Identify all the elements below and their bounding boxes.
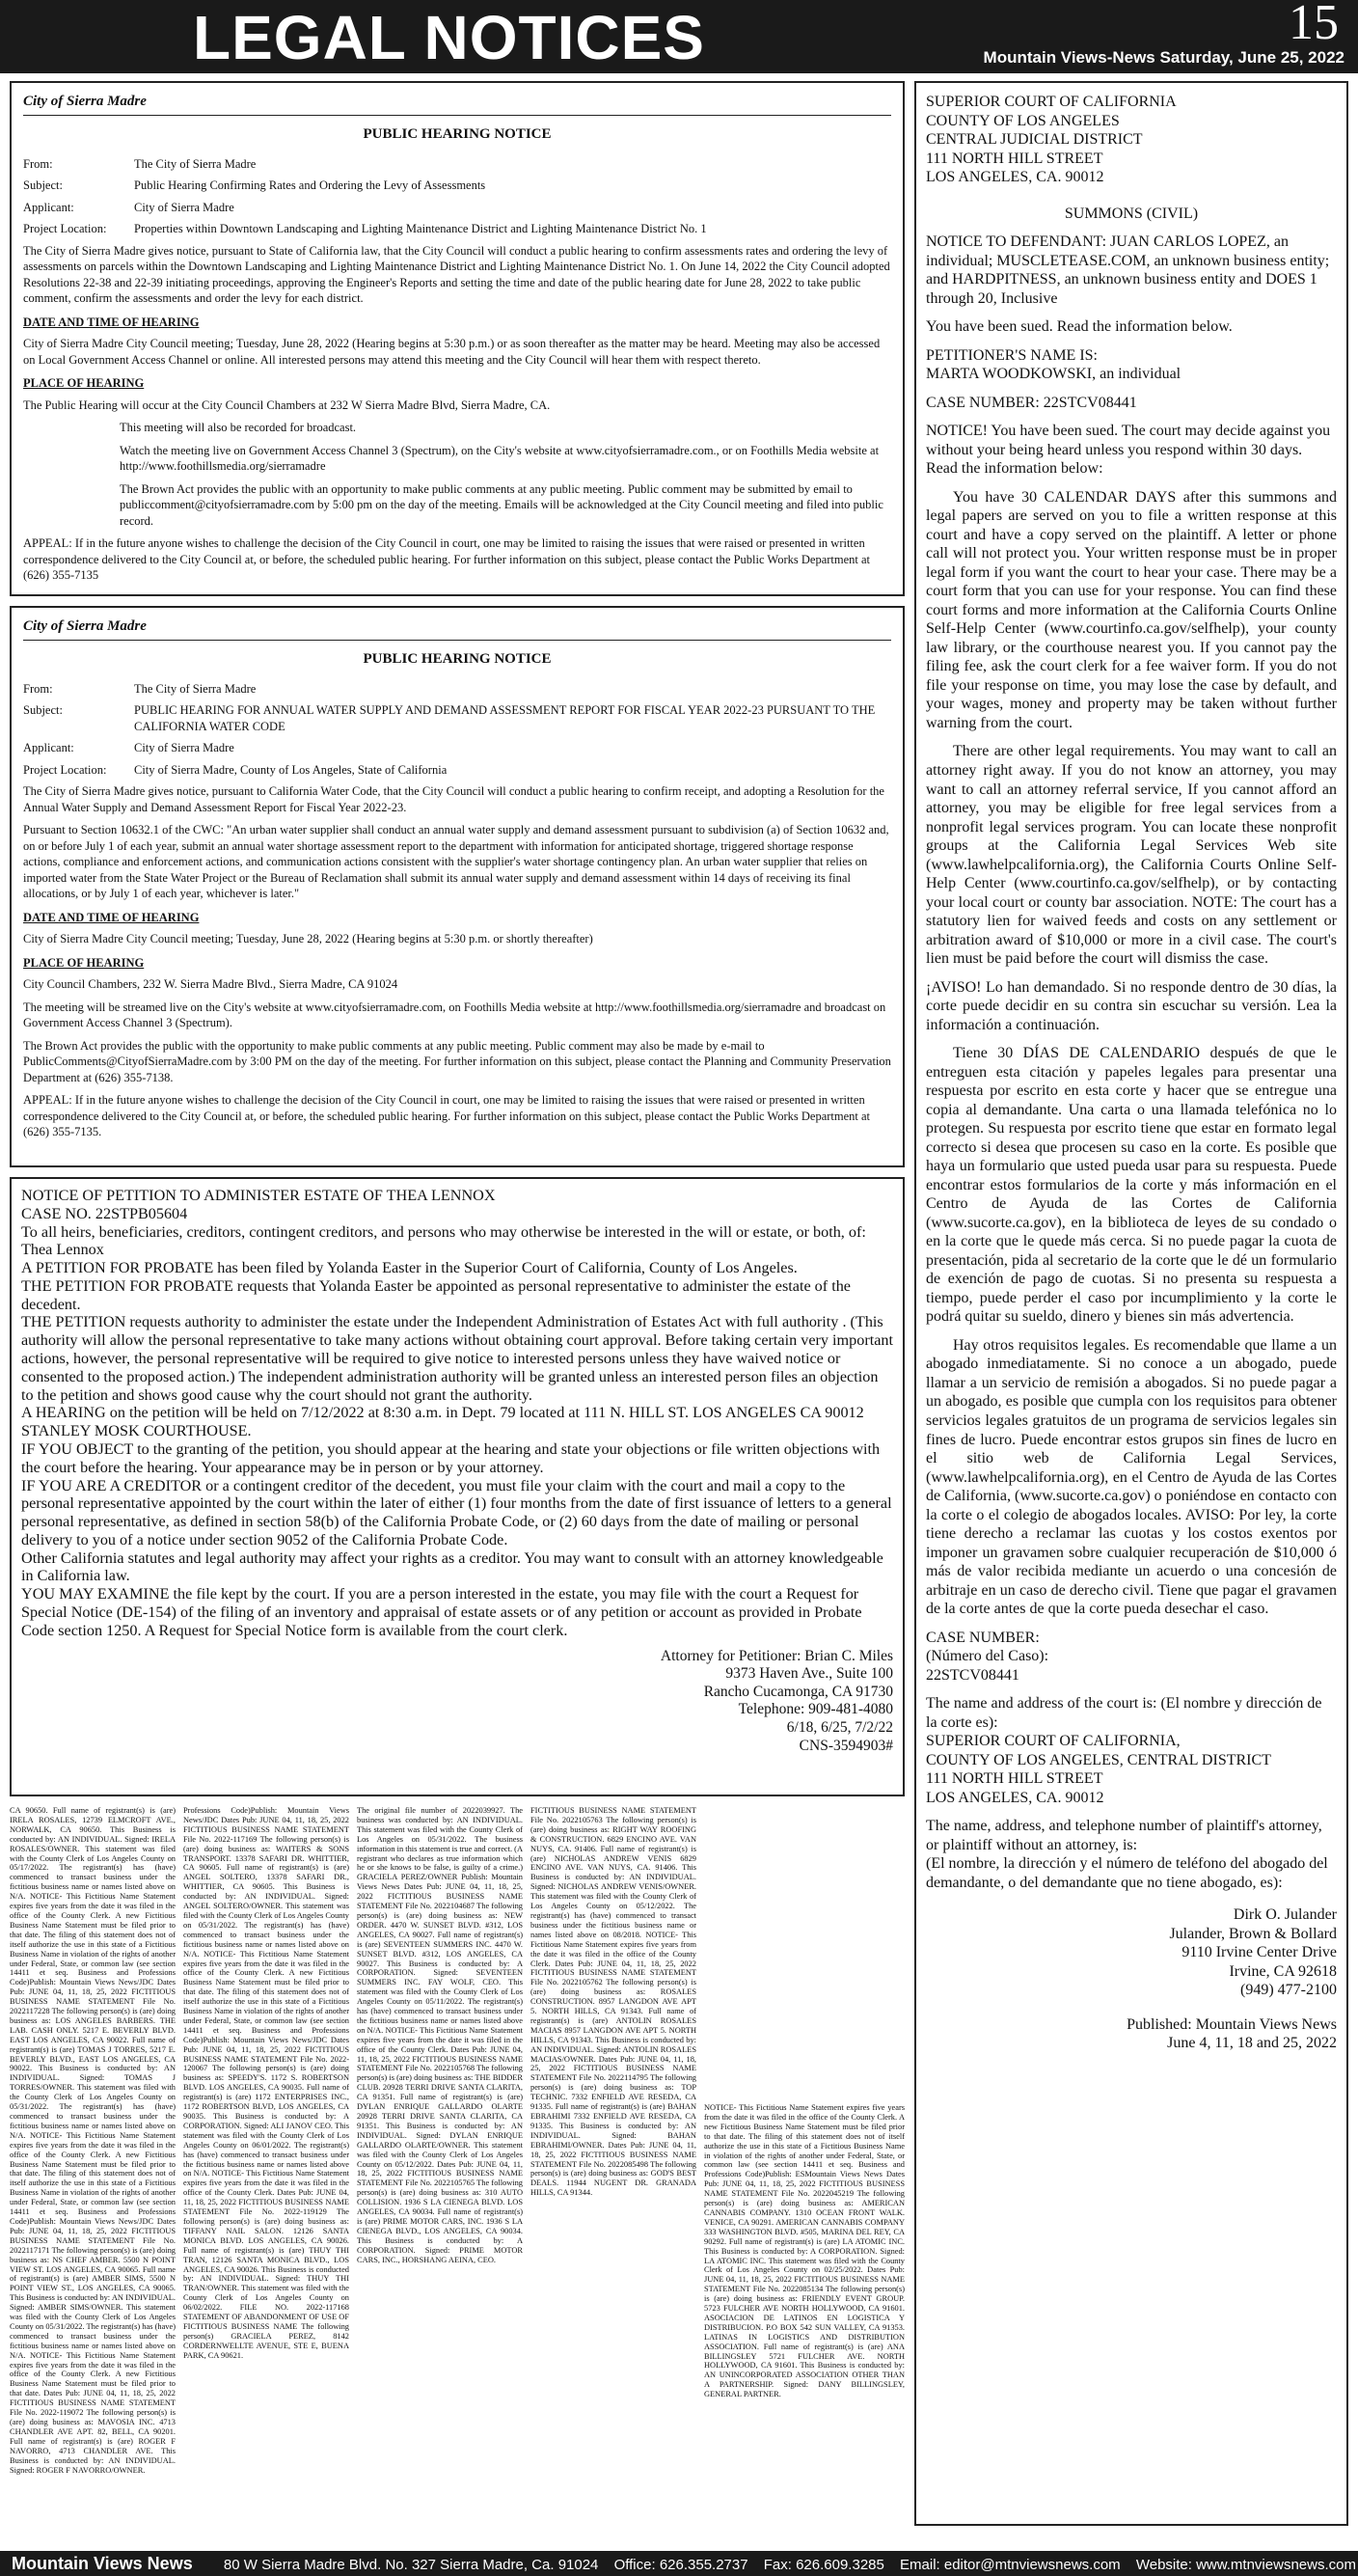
place-text: City Council Chambers, 232 W. Sierra Madre Blvd., Sierra Madre, CA 91024	[23, 977, 398, 992]
notice-body-2: Pursuant to Section 10632.1 of the CWC: "An urban water supplier shall conduct an annual water supply and demand assessment pursuant to subdivision (a) of Section 10632 and, on or before July 1 of each year, submit an annual water shortage assessment report to the department with information for anticipated shortage, triggered shortage response actions, compliance and enforcement actions, and communication actions consistent with the supplier's water shortage contingency plan. An urban water supplier that relies on imported water from the State Water Project or the Bureau of Reclamation shall submit its annual water supply and demand assessment within 14 days of receiving its final allocations, or by July 1 of each year, whichever is later."	[23, 823, 889, 901]
fbn-column: CA 90650. Full name of registrant(s) is (are) IRELA ROSALES, 12739 ELMCROFT AVE., NORWALK, CA 90650. This Business is conducted by: AN INDIVIDUAL. Signed: IRELA ROSALES/OWNER. This statement was filed with the County Clerk of Los Angeles County on 05/17/2022. The registrant(s) has (have) commenced to transact business under the fictitious business name or names listed above on N/A. NOTICE- This Fictitious Name Statement expires five years from the date it was filed in the office of the County Clerk. A new Fictitious Business Name Statement must be filed prior to that date. The filing of this statement does not of itself authorize the use in this state of a Fictitious Business Name in violation of the rights of another under Federal, State, or common law (see section 14411 et seq. Business and Professions Code)Publish: Mountain Views News/JDC Dates Pub: JUNE 04, 11, 18, 25, 2022 FICTITIOUS BUSINESS NAME STATEMENT File No. 2022117228 The following person(s) is (are) doing business as: LOS ANGELES BARBERS. THE LAB. CASH ONLY. 5217 E. BEVERLY BLVD. EAST LOS ANGELES, CA 90022. Full name of registrant(s) is (are) TOMAS J TORRES, 5217 E. BEVERLY BLVD., EAST LOS ANGELES, CA 90022. This Business is conducted by: AN INDIVIDUAL. Signed: TOMAS J TORRES/OWNER. This statement was filed with the County Clerk of Los Angeles County on 05/31/2022. The registrant(s) has (have) commenced to transact business under the fictitious business name or names listed above on N/A. NOTICE- This Fictitious Name Statement expires five years from the date it was filed in the office of the County Clerk. A new Fictitious Business Name Statement must be filed prior to that date. The filing of this statement does not of itself authorize the use in this state of a Fictitious Business Name in violation of the rights of another under Federal, State, or common law (see section 14411 et seq. Business and Professions Code)Publish: Mountain Views News/JDC Dates Pub: JUNE 04, 11, 18, 25, 2022 FICTITIOUS BUSINESS NAME STATEMENT File No. 2022117171 The following person(s) is (are) doing business as: NS CHEF AMBER. 5500 N POINT VIEW ST. LOS ANGELES, CA 90065. Full name of registrant(s) is (are) AMBER SIMS, 5500 N POINT VIEW ST., LOS ANGELES, CA 90065. This Business is conducted by: AN INDIVIDUAL. Signed: AMBER SIMS/OWNER. This statement was filed with the County Clerk of Los Angeles County on 05/31/2022. The registrant(s) has (have) commenced to transact business under the fictitious business name or names listed above on N/A. NOTICE- This Fictitious Name Statement expires five years from the date it was filed in the office of the County Clerk. A new Fictitious Business Name Statement must be filed prior to that date. Dates Pub: JUNE 04, 11, 18, 25, 2022 FICTITIOUS BUSINESS NAME STATEMENT File No. 2022-119072 The following person(s) is (are) doing business as: MAVOSIA INC. 4713 CHANDLER AVE APT. 82, BELL, CA 90201. Full name of registrant(s) is (are) ROGER F NAVORRO, 4713 CHANDLER AVE. This Business is conducted by: AN INDIVIDUAL. Signed: ROGER F NAVORRO/OWNER.	[10, 1806, 176, 2475]
footer-email[interactable]: Email: editor@mtnviewsnews.com	[900, 2557, 1121, 2573]
field-row: Project Location: City of Sierra Madre, County of Los Angeles, State of California	[23, 762, 448, 777]
date-text: City of Sierra Madre City Council meeting; Tuesday, June 28, 2022 (Hearing begins at 5:30 p.m.) or as soon thereafter as the matter may be heard. Meeting may also be accessed on Local Government Access Channel or online. All interested persons may attend this meeting and the City Council will hear them with respect thereto.	[23, 337, 881, 367]
sued-text: You have been sued. Read the information below.	[926, 318, 1233, 336]
date-heading: DATE AND TIME OF HEARING	[23, 315, 200, 329]
fbn-column: The original file number of 2022039927. The business was conducted by: AN INDIVIDUAL. This statement was filed with the County Clerk of Los Angeles on 05/31/2022. The business information in this statement is true and correct. (A registrant who declares as true information which he or she knows to be false, is guilty of a crime.) GRACIELA PEREZ/OWNER Publish: Mountain Views News Dates Pub: JUNE 04, 11, 18, 25, 2022 FICTITIOUS BUSINESS NAME STATEMENT File No. 2022104687 The following person(s) is (are) doing business as: NEW ORDER. 4470 W. SUNSET BLVD. #312, LOS ANGELES, CA 90027. Full name of registrant(s) is (are) SEVENTEEN SUMMERS INC. 4470 W. SUNSET BLVD. #312, LOS ANGELES, CA 90027. This Business is conducted by: A CORPORATION. Signed: SEVENTEEN SUMMERS INC. FAY WOLF, CEO. This statement was filed with the County Clerk of Los Angeles County on 05/11/2022. The registrant(s) has (have) commenced to transact business under the fictitious business name or names listed above on N/A. NOTICE- This Fictitious Name Statement expires five years from the date it was filed in the office of the County Clerk. Dates Pub: JUNE 04, 11, 18, 25, 2022 FICTITIOUS BUSINESS NAME STATEMENT File No. 2022105768 The following person(s) is (are) doing business as: THE BIDDER CLUB. 20928 TERRI DRIVE SANTA CLARITA, CA 91351. Full name of registrant(s) is (are) DYLAN ENRIQUE GALLARDO OLARTE 20928 TERRI DRIVE SANTA CLARITA, CA 91351. This Business is conducted by: AN INDIVIDUAL. Signed: DYLAN ENRIQUE GALLARDO OLARTE/OWNER. This statement was filed with the County Clerk of Los Angeles County on 05/12/2022. Dates Pub: JUNE 04, 11, 18, 25, 2022 FICTITIOUS BUSINESS NAME STATEMENT File No. 2022105765 The following person(s) is (are) doing business as: 310 AUTO COLLISION. 1936 S LA CIENEGA BLVD. LOS ANGELES, CA 90034. Full name of registrant(s) is (are) PRIME MOTOR CARS, INC. 1936 S LA CIENEGA BLVD., LOS ANGELES, CA 90034. This Business is conducted by: A CORPORATION. Signed: PRIME MOTOR CARS, INC., HORSHANG AEINA, CEO.	[357, 1806, 523, 2264]
notice-text: NOTICE! You have been sued. The court may decide against you without your being heard unless you respond within 30 days. Read the information below:	[926, 423, 1331, 478]
court-name-address: The name and address of the court is: (El nombre y dirección de la corte es): SUPERIOR COURT OF CALIFORNIA, COUNTY OF LOS ANGELES, CENTRAL DISTRICT 111 NORTH HILL STREET LOS ANGELES, CA. 90012	[926, 1695, 1322, 1806]
date-heading: DATE AND TIME OF HEARING	[23, 910, 200, 924]
probate-paragraph: YOU MAY EXAMINE the file kept by the court. If you are a person interested in the estate, you may file with the court a Request for Special Notice (DE-154) of the filing of an inventory and appraisal of estate assets or of any petition or account as provided in Probate Code section 1250. A Request for Special Notice form is available from the court clerk.	[21, 1585, 862, 1639]
probate-case: CASE NO. 22STPB05604	[21, 1204, 188, 1222]
page-number: 15	[1289, 0, 1339, 50]
summons-paragraph-es: Hay otros requisitos legales. Es recomendable que llame a un abogado inmediatamente. Si no conoce a un abogado, puede llamar a un servicio de remisión a abogados. Si no puede pagar a un abogado, es posible que cumpla con los requisitos para obtener servicios legales gratuitos de un programa de servicios legales sin fines de lucro. Puede encontrar estos grupos sin fines de lucro en el sitio web de California Legal Services, (www.lawhelpcalifornia.org), en el Centro de Ayuda de las Cortes de California, (www.sucorte.ca.gov) o poniéndose en contacto con la corte o el colegio de abogados locales. AVISO: Por ley, la corte tiene derecho a reclamar las cuotas y los costos exentos por imponer un gravamen sobre cualquier recuperación de $10,000 ó más de valor recibida mediante un acuerdo o una concesión de arbitraje en un caso de derecho civil. Tiene que pagar el gravamen de la corte antes de que la corte pueda desechar el caso.	[926, 1336, 1337, 1618]
page-footer	[0, 2551, 1358, 2576]
place-text: The Public Hearing will occur at the City Council Chambers at 232 W Sierra Madre Blvd, Sierra Madre, CA.	[23, 397, 551, 412]
probate-paragraph: THE PETITION requests authority to administer the estate under the Independent Administration of Estates Act with full authority . (This authority will allow the personal representative to take many actions without obtaining court approval. Before taking certain very important actions, however, the personal representative will be required to give notice to interested persons unless they have waived notice or consented to the proposed action.) The independent administration authority will be granted unless an interested person files an objection to the petition and shows good cause why the court should not grant the authority.	[21, 1313, 893, 1404]
attorney-signature: Attorney for Petitioner: Brian C. Miles 9373 Haven Ave., Suite 100 Rancho Cucamonga, CA 91730 Telephone: 909-481-4080 6/18, 6/25, 7/2/22 CNS-3594903#	[660, 1647, 893, 1754]
fbn-column: NOTICE- This Fictitious Name Statement expires five years from the date it was filed in the office of the County Clerk. A new Fictitious Business Name Statement must be filed prior to that date. The filing of this statement does not of itself authorize the use in this state of a Fictitious Business Name in violation of the rights of another under Federal, State, or common law (see section 14411 et seq. Business and Professions Code)Publish: ESMountain Views News Dates Pub: JUNE 04, 11, 18, 25, 2022 FICTITIOUS BUSINESS NAME STATEMENT File No. 2022045219 The following person(s) is (are) doing business as: AMERICAN CANNABIS COMPANY. 1310 OCEAN FRONT WALK. VENICE, CA 90291. AMERICAN CANNABIS COMPANY 333 WASHINGTON BLVD. #505, MARINA DEL REY, CA 90292. Full name of registrant(s) is (are) LA ATOMIC INC. This Business is conducted by: A CORPORATION. Signed: LA ATOMIC INC. This statement was filed with the County Clerk of Los Angeles County on 02/25/2022. Dates Pub: JUNE 04, 11, 18, 25, 2022 FICTITIOUS BUSINESS NAME STATEMENT File No. 2022085134 The following person(s) is (are) doing business as: FRIENDLY EVENT GROUP. 5723 FULCHER AVE NORTH HOLLYWOOD, CA 91601. ASOCIACION DE LATINOS EN LOGISTICA Y DISTRIBUCION. P.O BOX 542 SUN VALLEY, CA 91353. LATINAS IN LOGISTICS AND DISTRIBUTION ASSOCIATION. Full name of registrant(s) is (are) ANA BILLINGSLEY 5721 FULCHER AVE. NORTH HOLLYWOOD, CA 91601. This Business is conducted by: AN UNINCORPORATED ASSOCIATION OTHER THAN A PARTNERSHIP. Signed: DANY BILLINGSLEY, GENERAL PARTNER.	[704, 2103, 905, 2399]
field-row: Project Location: Properties within Downtown Landscaping and Lighting Maintenance District and Lighting Maintenance District No. 1	[23, 222, 707, 236]
notice-heading: PUBLIC HEARING NOTICE	[363, 650, 552, 667]
public-hearing-notice-water	[10, 606, 905, 1167]
footer-paper-name: Mountain Views News	[12, 2554, 193, 2573]
probate-paragraph: IF YOU ARE A CREDITOR or a contingent creditor of the decedent, you must file your claim with the court and mail a copy to the personal representative appointed by the court within the later of either (1) four months from the date of first issuance of letters to a general personal representative, as defined in section 58(b) of the California Probate Code, or (2) 60 days from the date of mailing or personal delivery to you of a notice under section 9052 of the California Probate Code.	[21, 1476, 892, 1548]
public-hearing-notice-assessments	[10, 81, 905, 596]
notice-heading: PUBLIC HEARING NOTICE	[363, 125, 552, 142]
court-address: SUPERIOR COURT OF CALIFORNIA COUNTY OF LOS ANGELES CENTRAL JUDICIAL DISTRICT 111 NORTH HILL STREET LOS ANGELES, CA. 90012	[926, 94, 1177, 186]
field-row: Applicant: City of Sierra Madre	[23, 741, 234, 755]
field-row: From: The City of Sierra Madre	[23, 156, 257, 171]
summons-notice	[914, 81, 1348, 2526]
place-heading: PLACE OF HEARING	[23, 955, 145, 970]
case-number: CASE NUMBER: 22STCV08441	[926, 394, 1137, 411]
published-note: Published: Mountain Views News June 4, 11, 18 and 25, 2022	[1127, 2015, 1337, 2052]
probate-paragraph: THE PETITION FOR PROBATE requests that Yolanda Easter be appointed as personal representative to administer the estate of the decedent.	[21, 1276, 851, 1313]
footer-website[interactable]: Website: www.mtnviewsnews.com	[1135, 2557, 1356, 2573]
probate-paragraph: To all heirs, beneficiaries, creditors, contingent creditors, and persons who may otherwise be interested in the will or estate, or both, of: Thea Lennox	[21, 1222, 866, 1259]
fbn-column: Professions Code)Publish: Mountain Views News/JDC Dates Pub: JUNE 04, 11, 18, 25, 2022 FICTITIOUS BUSINESS NAME STATEMENT File No. 2022-117169 The following person(s) is (are) doing business as: WAITERS & SONS TRANSPORT. 13378 SAFARI DR. WHITTIER, CA 90605. Full name of registrant(s) is (are) ANGEL SOLTERO, 13378 SAFARI DR., WHITTIER, CA 90605. This Business is conducted by: AN INDIVIDUAL. Signed: ANGEL SOLTERO/OWNER. This statement was filed with the County Clerk of Los Angeles County on 05/31/2022. The registrant(s) has (have) commenced to transact business under the fictitious business name or names listed above on N/A. NOTICE- This Fictitious Name Statement expires five years from the date it was filed in the office of the County Clerk. A new Fictitious Business Name Statement must be filed prior to that date. The filing of this statement does not of itself authorize the use in this state of a Fictitious Business Name in violation of the rights of another under Federal, State, or common law (see section 14411 et seq. Business and Professions Code)Publish: Mountain Views News/JDC Dates Pub: JUNE 04, 11, 18, 25, 2022 FICTITIOUS BUSINESS NAME STATEMENT File No. 2022-120067 The following person(s) is (are) doing business as: SPEEDY'S. 1172 S. ROBERTSON BLVD. LOS ANGELES, CA 90035. Full name of registrant(s) is (are) 1172 ENTERPRISES INC., 1172 ROBERTSON BLVD, LOS ANGELES, CA 90035. This Business is conducted by: A CORPORATION. Signed: ALI JANOV CEO. This statement was filed with the County Clerk of Los Angeles County on 06/01/2022. The registrant(s) has (have) commenced to transact business under the fictitious business name or names listed above on N/A. NOTICE- This Fictitious Name Statement expires five years from the date it was filed in the office of the County Clerk. Dates Pub: JUNE 04, 11, 18, 25, 2022 FICTITIOUS BUSINESS NAME STATEMENT File No. 2022-119129 The following person(s) is (are) doing business as: TIFFANY NAIL SALON. 12126 SANTA MONICA BLVD. LOS ANGELES, CA 90026. Full name of registrant(s) is (are) THUY THI TRAN, 12126 SANTA MONICA BLVD., LOS ANGELES, CA 90026. This Business is conducted by: AN INDIVIDUAL. Signed: THUY THI TRAN/OWNER. This statement was filed with the County Clerk of Los Angeles County on 06/02/2022. FILE NO. 2022-117168 STATEMENT OF ABANDONMENT OF USE OF FICTITIOUS BUSINESS NAME The following person(s) GRACIELA PEREZ, 8142 CORDERNWELLTE AVENUE, STE E, BUENA PARK, CA 90621.	[183, 1806, 349, 2360]
city-name: City of Sierra Madre	[23, 93, 891, 116]
fbn-column: FICTITIOUS BUSINESS NAME STATEMENT File No. 2022105763 The following person(s) is (are) doing business as: RIGHT WAY ROOFING & CONSTRUCTION. 6829 ENCINO AVE. VAN NUYS, CA. 91406. Full name of registrant(s) is (are) NICHOLAS ANDREW VENIS 6829 ENCINO AVE. VAN NUYS, CA. 91406. This Business is conducted by: AN INDIVIDUAL. Signed: NICHOLAS ANDREW VENIS/OWNER. This statement was filed with the County Clerk of Los Angeles County on 05/12/2022. The registrant(s) has (have) commenced to transact business under the fictitious business name or names listed above on 08/2018. NOTICE- This Fictitious Name Statement expires five years from the date it was filed in the office of the County Clerk. Dates Pub: JUNE 04, 11, 18, 25, 2022 FICTITIOUS BUSINESS NAME STATEMENT File No. 2022105762 The following person(s) is (are) doing business as: ROSALES CONSTRUCTION. 8957 LANGDON AVE APT 5. NORTH HILLS, CA 91343. Full name of registrant(s) is (are) ANTOLIN ROSALES MACIAS 8957 LANGDON AVE APT 5. NORTH HILLS, CA 91343. This Business is conducted by: AN INDIVIDUAL. Signed: ANTOLIN ROSALES MACIAS/OWNER. Dates Pub: JUNE 04, 11, 18, 25, 2022 FICTITIOUS BUSINESS NAME STATEMENT File No. 2022114795 The following person(s) is (are) doing business as: TOP TECHNIC. 7332 ENFIELD AVE RESEDA, CA 91335. Full name of registrant(s) is (are) BAHAN EBRAHIMI 7332 ENFIELD AVE RESEDA, CA 91335. This Business is conducted by: AN INDIVIDUAL. Signed: BAHAN EBRAHIMI/OWNER. Dates Pub: JUNE 04, 11, 18, 25, 2022 FICTITIOUS BUSINESS NAME STATEMENT File No. 2022085498 The following person(s) is (are) doing business as: GOD'S BEST DEALS. 11944 NUGENT DR. GRANADA HILLS, CA 91344.	[530, 1806, 696, 2198]
field-row: Subject: Public Hearing Confirming Rates and Ordering the Levy of Assessments	[23, 178, 486, 193]
city-name: City of Sierra Madre	[23, 617, 891, 641]
summons-paragraph-es: Tiene 30 DÍAS DE CALENDARIO después de que le entreguen esta citación y papeles legales para presentar una respuesta por escrito en esta corte y hacer que se entregue una copia al demandante. Una carta o una llamada telefónica no lo protegen. Su respuesta por escrito tiene que estar en formato legal correcto si desea que procesen su caso en la corte. Es posible que haya un formulario que usted pueda usar para su respuesta. Puede encontrar estos formularios de la corte y más información en el Centro de Ayuda de las Cortes de California (www.sucorte.ca.gov), en la biblioteca de leyes de su condado o en la corte que le quede más cerca. Si no puede pagar la cuota de presentación, pida al secretario de la corte que le dé un formulario de exención de pago de cuotas. Si no presenta su respuesta a tiempo, puede perder el caso por incumplimiento y la corte le podrá quitar su sueldo, dinero y bienes sin más advertencia.	[926, 1045, 1337, 1326]
defendant-text: NOTICE TO DEFENDANT: JUAN CARLOS LOPEZ, an individual; MUSCLETEASE.COM, an unknown business entity; and HARDPITNESS, an unknown business entity and DOES 1 through 20, Inclusive	[926, 233, 1330, 307]
masthead	[0, 0, 1358, 73]
paper-date: Mountain Views-News Saturday, June 25, 2022	[983, 48, 1344, 67]
summons-paragraph: There are other legal requirements. You may want to call an attorney right away. If you do not know an attorney, you may want to call an attorney referral service, If you cannot afford an attorney, you may be eligible for free legal services from a nonprofit legal services program. You can locate these nonprofit groups at the California Legal Services Web site (www.lawhelpcalifornia.org), the California Courts Online Self-Help Center (www.courtinfo.ca.gov/selfhelp), or by contacting your local court or county bar association. NOTE: The court has a statutory lien for waived feeds and costs on any settlement or arbitration award of $10,000 or more in a civil case. The court's lien must be paid before the court will dismiss the case.	[926, 743, 1337, 968]
petitioner-text: PETITIONER'S NAME IS: MARTA WOODKOWSKI, an individual	[926, 346, 1181, 383]
field-row: Subject: PUBLIC HEARING FOR ANNUAL WATER SUPPLY AND DEMAND ASSESSMENT REPORT FOR FISCAL YEAR 2022-23 PURSUANT TO THE CALIFORNIA WATER CODE	[23, 703, 876, 733]
brown-act-text: The Brown Act provides the public with the opportunity to make public comments at any public meeting. Public comment may also be made by e-mail to PublicComments@CityofSierraMadre.com by 3:00 PM on the day of the meeting. For further information on this subject, please contact the Planning and Community Preservation Department at (626) 355-7138.	[23, 1038, 891, 1084]
footer-office-phone: Office: 626.355.2737	[613, 2557, 748, 2573]
field-row: From: The City of Sierra Madre	[23, 681, 257, 696]
notice-body: The City of Sierra Madre gives notice, pursuant to State of California law, that the City Council will conduct a public hearing to confirm assessments rates and ordering the levy of assessments on parcels within the Downtown Landscaping and Lighting Maintenance District and Lighting Maintenance District No. 1. On June 14, 2022 the City Council adopted Resolutions 22-38 and 22-39 initiating proceedings, approving the Engineer's Reports and setting the time and date of the public hearing date for June 28, 2022 to take public comment, confirm the assessments and order the levy for each district.	[23, 243, 890, 306]
case-number-2: CASE NUMBER: (Número del Caso): 22STCV08441	[926, 1629, 1049, 1684]
brown-act-text: The Brown Act provides the public with an opportunity to make public comments at any public meeting. Public comment may be submitted by email to publiccomment@cityofsierramadre.com by 5:00 pm on the day of the meeting. Emails will be acknowledged at the City Council meeting and filed into public record.	[120, 481, 883, 528]
footer-fax: Fax: 626.609.3285	[763, 2557, 884, 2573]
appeal-text: APPEAL: If in the future anyone wishes to challenge the decision of the City Council in court, one may be limited to raising the issues that were raised or presented in written correspondence delivered to the City Council at, or before, the scheduled public hearing. For further information on this subject, please contact the Public Works Department at (626) 355-7135	[23, 536, 871, 583]
summons-title: SUMMONS (CIVIL)	[1064, 205, 1199, 222]
probate-title: NOTICE OF PETITION TO ADMINISTER ESTATE OF THEA LENNOX	[21, 1187, 496, 1204]
watch-text: Watch the meeting live on Government Access Channel 3 (Spectrum), on the City's website at www.cityofsierramadre.com., or on Foothills Media website at http://www.foothillsmedia.org/sierramadre	[120, 443, 880, 474]
aviso-text: ¡AVISO! Lo han demandado. Si no responde dentro de 30 días, la corte puede decidir en su contra sin escuchar su versión. Lea la información a continuación.	[926, 978, 1337, 1033]
attorney-intro: The name, address, and telephone number of plaintiff's attorney, or plaintiff without an attorney, is: (El nombre, la dirección y el número de teléfono del abogado del demandante, o del demandante que no tiene abogado, es):	[926, 1818, 1328, 1891]
probate-notice	[10, 1177, 905, 1796]
probate-paragraph: Other California statutes and legal authority may affect your rights as a creditor. You may want to consult with an attorney knowledgeable in California law.	[21, 1548, 883, 1585]
probate-paragraph: IF YOU OBJECT to the granting of the petition, you should appear at the hearing and state your objections or file written objections with the court before the hearing. Your appearance may be in person or by your attorney.	[21, 1439, 881, 1476]
footer-address: 80 W Sierra Madre Blvd. No. 327 Sierra Madre, Ca. 91024	[223, 2557, 599, 2573]
stream-text: The meeting will be streamed live on the City's website at www.cityofsierramadre.com, on Foothills Media website at http://www.foothillsmedia.org/sierramadre and broadcast on Government Access Channel 3 (Spectrum).	[23, 1000, 886, 1030]
probate-paragraph: A HEARING on the petition will be held on 7/12/2022 at 8:30 a.m. in Dept. 79 located at 111 N. HILL ST. LOS ANGELES CA 90012 STANLEY MOSK COURTHOUSE.	[21, 1404, 864, 1440]
plaintiff-attorney: Dirk O. Julander Julander, Brown & Bollard 9110 Irvine Center Drive Irvine, CA 92618 (949) 477-2100	[1169, 1906, 1337, 1999]
place-heading: PLACE OF HEARING	[23, 376, 145, 391]
appeal-text: APPEAL: If in the future anyone wishes to challenge the decision of the City Council in court, one may be limited to raising the issues that were raised or presented in written correspondence delivered to the City Council at, or before, the scheduled public hearing. For further information on this subject, please contact the Public Works Department at (626) 355-7135.	[23, 1093, 871, 1139]
section-title: LEGAL NOTICES	[193, 3, 705, 72]
broadcast-text: This meeting will also be recorded for broadcast.	[120, 421, 357, 435]
date-text: City of Sierra Madre City Council meeting; Tuesday, June 28, 2022 (Hearing begins at 5:30 p.m. or shortly thereafter)	[23, 932, 593, 946]
summons-paragraph: You have 30 CALENDAR DAYS after this summons and legal papers are served on you to file a written response at this court and have a copy served on the plaintiff. A letter or phone call will not protect you. Your written response must be in proper legal form if you want the court to hear your case. There may be a court form that you can use for your response. You can find these court forms and more information at the California Courts Online Self-Help Center (www.courtinfo.ca.gov/selfhelp), your county law library, or the courthouse nearest you. If you cannot pay the filing fee, ask the court clerk for a fee waiver form. If you do not file your response on time, you may lose the case by default, and your wages, money and property may be taken without further warning from the court.	[926, 488, 1337, 731]
notice-body: The City of Sierra Madre gives notice, pursuant to California Water Code, that the City Council will conduct a public hearing to confirm receipt, and adopting a Resolution for the Annual Water Supply and Demand Assessment Report for Fiscal Year 2022-23.	[23, 784, 884, 814]
field-row: Applicant: City of Sierra Madre	[23, 200, 234, 214]
probate-paragraph: A PETITION FOR PROBATE has been filed by Yolanda Easter in the Superior Court of California, County of Los Angeles.	[21, 1259, 798, 1277]
